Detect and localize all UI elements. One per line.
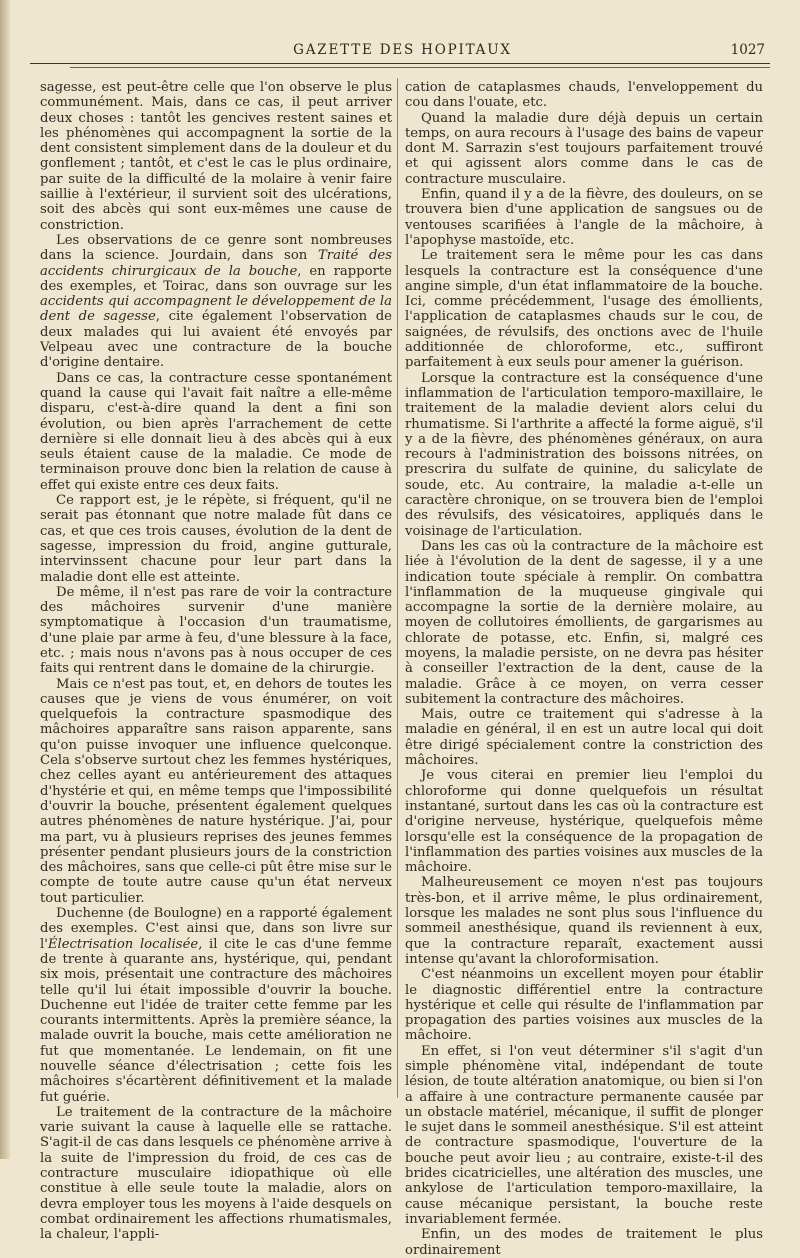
paragraph: Lorsque la contracture est la conséquence d'une inflammation de l'articulation temporo-maxillaire, le traitement de la maladie devient alors celui du rhumatisme. Si l'arthrite a affecté la forme aiguë, s'il y a de la fièvre, des phénomènes généraux, on aura recours à l'administration des boissons nitrées, on prescrira du sulfate de quinine, du salicylate de soude, etc. Au contraire, la maladie a-t-elle un caractère chronique, on se trouvera bien de l'emploi des révulsifs, des vésicatoires, appliqués dans le voisinage de l'articulation.: [405, 370, 763, 539]
paragraph: De même, il n'est pas rare de voir la contracture des mâchoires survenir d'une manière symptomatique à l'occasion d'un traumatisme, d'une plaie par arme à feu, d'une blessure à la face, etc. ; mais nous n'avons pas à nous occuper de ces faits qui rentrent dans le domaine de la chirurgie.: [40, 584, 392, 677]
italic-title: Électrisation localisée: [47, 936, 199, 952]
paragraph: C'est néanmoins un excellent moyen pour établir le diagnostic différentiel entre la contracture hystérique et celle qui résulte de l'inflammation par propagation des parties voisines aux muscles de la mâchoire.: [405, 967, 763, 1044]
right-column: [405, 80, 763, 1258]
column-divider: [397, 78, 398, 1098]
paragraph: Dans ce cas, la contracture cesse spontanément quand la cause qui l'avait fait naître a elle-même disparu, c'est-à-dire quand la dent a fini son évolution, ou bien après l'arrachement de cette dernière si elle donnait lieu à des abcès qui à eux seuls étaient cause de la maladie. Ce mode de terminaison prouve donc bien la relation de cause à effet qui existe entre ces deux faits.: [40, 370, 392, 493]
paragraph: Enfin, quand il y a de la fièvre, des douleurs, on se trouvera bien d'une application de sangsues ou de ventouses scarifiées à l'angle de la mâchoire, à l'apophyse mastoïde, etc.: [405, 187, 763, 248]
paragraph: Mais ce n'est pas tout, et, en dehors de toutes les causes que je viens de vous énumérer, on voit quelquefois la contracture spasmodique des mâchoires apparaître sans raison apparente, sans qu'on puisse invoquer une influence quelconque. Cela s'observe surtout chez les femmes hystériques, chez celles ayant eu antérieurement des attaques d'hystérie et qui, en même temps que l'impossibilité d'ouvrir la bouche, présentent également quelques autres phénomènes de nature hystérique. J'ai, pour ma part, vu à plusieurs reprises des jeunes femmes présenter pendant plusieurs jours de la constriction des mâchoires, sans que celle-ci pût être mise sur le compte de toute autre cause qu'un état nerveux tout particulier.: [40, 676, 392, 906]
paragraph: Je vous citerai en premier lieu l'emploi du chloroforme qui donne quelquefois un résultat instantané, surtout dans les cas où la contracture est d'origine nerveuse, hystérique, quelquefois même lorsqu'elle est la conséquence de la propagation de l'inflammation des parties voisines aux muscles de la mâchoire.: [405, 768, 763, 876]
paragraph: Le traitement de la contracture de la mâchoire varie suivant la cause à laquelle elle se rattache. S'agit-il de cas dans lesquels ce phénomène arrive à la suite de l'impression du froid, de ces cas de contracture musculaire idiopathique où elle constitue à elle seule toute la maladie, alors on devra employer tous les moyens à l'aide desquels on combat ordinairement les affections rhumatismales, la chaleur, l'appli-: [40, 1104, 392, 1243]
paragraph: Le traitement sera le même pour les cas dans lesquels la contracture est la conséquence d'une angine simple, d'un état inflammatoire de la bouche. Ici, comme précédemment, l'usage des émollients, l'application de cataplasmes chauds sur le cou, de saignées, de révulsifs, des onctions avec de l'huile additionnée de chloroforme, etc., suffiront parfaitement à eux seuls pour amener la guérison.: [405, 248, 763, 371]
paragraph: Malheureusement ce moyen n'est pas toujours très-bon, et il arrive même, le plus ordinairement, lorsque les malades ne sont plus sous l'influence du sommeil anesthésique, quand ils reviennent à eux, que la contracture reparaît, exactement aussi intense qu'avant la chloroformisation.: [405, 875, 763, 967]
italic-title: accidents qui accompagnent le développement de la dent de sagesse: [40, 294, 392, 325]
header-rule-secondary: [70, 67, 770, 68]
page-number: 1027: [730, 42, 765, 58]
paragraph: cation de cataplasmes chauds, l'enveloppement du cou dans l'ouate, etc.: [405, 80, 763, 111]
paragraph: Mais, outre ce traitement qui s'adresse à la maladie en général, il en est un autre local qui doit être dirigé spécialement contre la constriction des mâchoires.: [405, 707, 763, 769]
italic-title: Traité des accidents chirurgicaux de la bouche: [40, 248, 392, 279]
paragraph: Duchenne (de Boulogne) en a rapporté également des exemples. C'est ainsi que, dans son livre sur l'Électrisation localisée, il cite le cas d'une femme de trente à quarante ans, hystérique, qui, pendant six mois, présentait une contracture des mâchoires telle qu'il lui était impossible d'ouvrir la bouche. Duchenne eut l'idée de traiter cette femme par les courants intermittents. Après la première séance, la malade ouvrit la bouche, mais cette amélioration ne fut que momentanée. Le lendemain, on fit une nouvelle séance d'électrisation ; cette fois les mâchoires s'écartèrent définitivement et la malade fut guérie.: [40, 906, 392, 1105]
paragraph: En effet, si l'on veut déterminer s'il s'agit d'un simple phénomène vital, indépendant de toute lésion, de toute altération anatomique, ou bien si l'on a affaire à une contracture permanente causée par un obstacle matériel, mécanique, il suffit de plonger le sujet dans le sommeil anesthésique. S'il est atteint de contracture spasmodique, l'ouverture de la bouche peut avoir lieu ; au contraire, existe-t-il des brides cicatricielles, une altération des muscles, une ankylose de l'articulation temporo-maxillaire, la cause mécanique persistant, la bouche reste invariablement fermée.: [405, 1043, 763, 1227]
paragraph: sagesse, est peut-être celle que l'on observe le plus communément. Mais, dans ce cas, il peut arriver deux choses : tantôt les gencives restent saines et les phénomènes qui accompagnent la sortie de la dent consistent simplement dans de la douleur et du gonflement ; tantôt, et c'est le cas le plus ordinaire, par suite de la difficulté de la molaire à venir faire saillie à l'extérieur, il survient soit des ulcérations, soit des abcès qui sont eux-mêmes une cause de constriction.: [40, 80, 392, 233]
header-rule: [30, 63, 770, 64]
paragraph: Quand la maladie dure déjà depuis un certain temps, on aura recours à l'usage des bains de vapeur dont M. Sarrazin s'est toujours parfaitement trouvé et qui agissent alors comme dans le cas de contracture musculaire.: [405, 110, 763, 187]
paragraph: Les observations de ce genre sont nombreuses dans la science. Jourdain, dans son Traité des accidents chirurgicaux de la bouche, en rapporte des exemples, et Toirac, dans son ouvrage sur les accidents qui accompagnent le développement de la dent de sagesse, cite également l'observation de deux malades qui lui avaient été envoyés par Velpeau avec une contracture de la bouche d'origine dentaire.: [40, 232, 392, 371]
paragraph: Enfin, un des modes de traitement le plus ordinairement: [405, 1227, 763, 1258]
left-column: [40, 80, 392, 1243]
running-head: [40, 42, 765, 62]
paragraph: Ce rapport est, je le répète, si fréquent, qu'il ne serait pas étonnant que notre malade fût dans ce cas, et que ces trois causes, évolution de la dent de sagesse, impression du froid, angine gutturale, intervinssent chacune pour leur part dans la maladie dont elle est atteinte.: [40, 493, 392, 585]
page-edge-shadow: [0, 0, 10, 1159]
journal-title: GAZETTE DES HOPITAUX: [293, 42, 512, 58]
paragraph: Dans les cas où la contracture de la mâchoire est liée à l'évolution de la dent de sagesse, il y a une indication toute spéciale à remplir. On combattra l'inflammation de la muqueuse gingivale qui accompagne la sortie de la dernière molaire, au moyen de collutoires émollients, de gargarismes au chlorate de potasse, etc. Enfin, si, malgré ces moyens, la maladie persiste, on ne devra pas hésiter à conseiller l'extraction de la dent, cause de la maladie. Grâce à ce moyen, on verra cesser subitement la contracture des mâchoires.: [405, 538, 763, 707]
